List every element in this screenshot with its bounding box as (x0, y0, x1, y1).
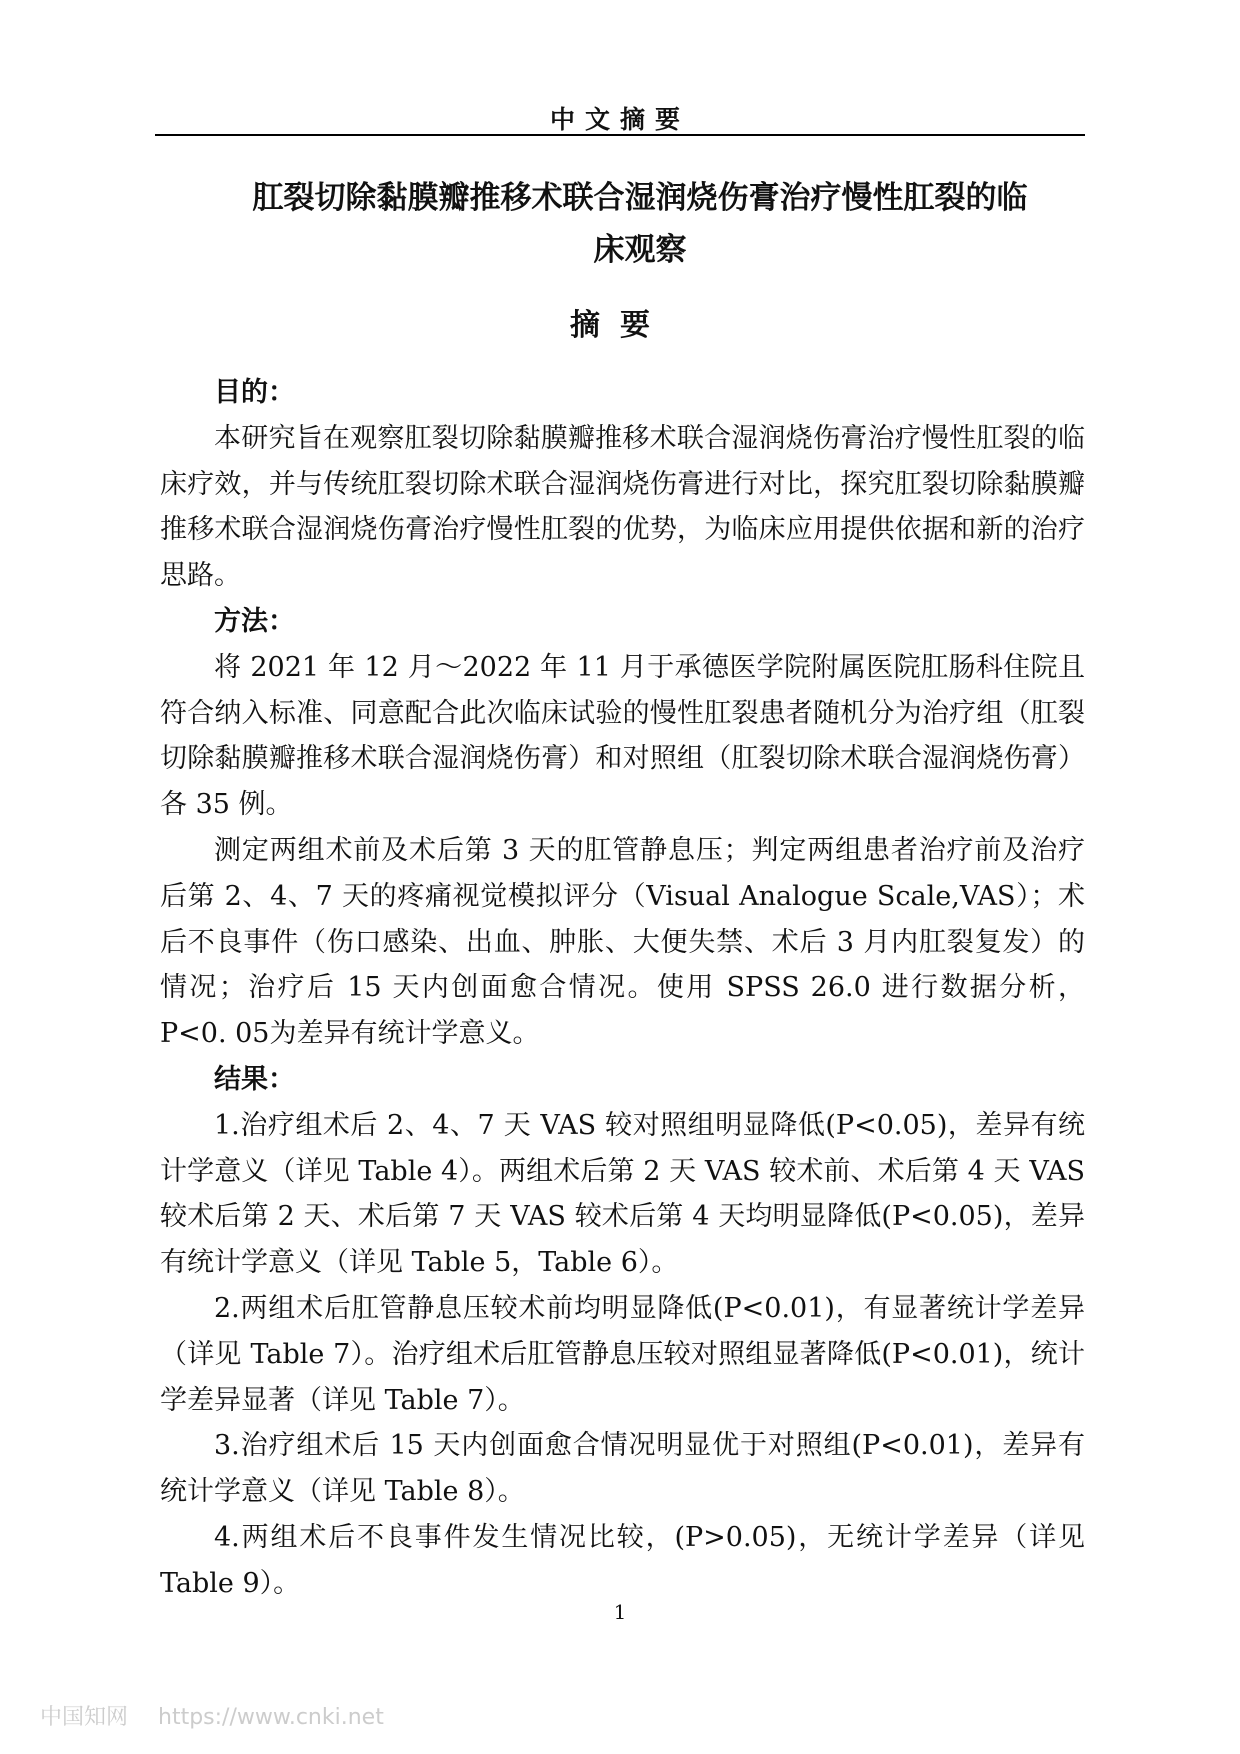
methods-paragraph-1: 将 2021 年 12 月～2022 年 11 月于承德医学院附属医院肛肠科住院且符合纳入标准、同意配合此次临床试验的慢性肛裂患者随机分为治疗组（肛裂切除黏膜瓣推移术联合湿润烧伤膏）和对照组（肛裂切除术联合湿润烧伤膏）各 35 例。 (160, 651, 1085, 821)
header-rule (155, 134, 1085, 136)
page-number: 1 (613, 1600, 627, 1624)
purpose-heading: 目的： (214, 377, 295, 408)
watermark-brand: 中国知网 (40, 1705, 129, 1730)
title-line-2: 床观察 (593, 232, 687, 268)
results-paragraph-4: 4.两组术后不良事件发生情况比较，(P>0.05)，无统计学差异（详见 Table 9）。 (160, 1521, 1085, 1599)
purpose-paragraph: 本研究旨在观察肛裂切除黏膜瓣推移术联合湿润烧伤膏治疗慢性肛裂的临床疗效，并与传统肛裂切除术联合湿润烧伤膏进行对比，探究肛裂切除黏膜瓣推移术联合湿润烧伤膏治疗慢性肛裂的优势，为临床应用提供依据和新的治疗思路。 (160, 422, 1085, 592)
methods-paragraph-2: 测定两组术前及术后第 3 天的肛管静息压；判定两组患者治疗前及治疗后第 2、4、7 天的疼痛视觉模拟评分（Visual Analogue Scale,VAS）；术后不良事件（伤口感染、出血、肿胀、大便失禁、术后 3 月内肛裂复发）的情况；治疗后 15 天内创面愈合情况。使用 SPSS 26.0 进行数据分析，P<0. 05为差异有统计学意义。 (160, 834, 1085, 1050)
results-paragraph-3: 3.治疗组术后 15 天内创面愈合情况明显优于对照组(P<0.01)，差异有统计学意义（详见 Table 8）。 (160, 1430, 1085, 1508)
abstract-heading: 摘要 (570, 308, 670, 343)
results-paragraph-1: 1.治疗组术后 2、4、7 天 VAS 较对照组明显降低(P<0.05)，差异有统计学意义（详见 Table 4）。两组术后第 2 天 VAS 较术前、术后第 4 天 VAS 较术后第 2 天、术后第 7 天 VAS 较术后第 4 天均明显降低(P<0.05)，差异有统计学意义（详见 Table 5，Table 6）。 (160, 1109, 1085, 1279)
results-heading: 结果： (214, 1063, 295, 1095)
paper-title (200, 172, 1080, 276)
title-line-1: 肛裂切除黏膜瓣推移术联合湿润烧伤膏治疗慢性肛裂的临 (252, 180, 1028, 216)
watermark-url: https://www.cnki.net (158, 1705, 384, 1730)
results-paragraph-2: 2.两组术后肛管静息压较术前均明显降低(P<0.01)，有显著统计学差异（详见 Table 7）。治疗组术后肛管静息压较对照组显著降低(P<0.01)，统计学差异显著（详见 Table 7）。 (160, 1292, 1085, 1416)
running-head: 中文摘要 (549, 105, 690, 134)
methods-heading: 方法： (214, 605, 295, 637)
watermark (40, 1700, 384, 1731)
abstract-body (160, 370, 1085, 1607)
